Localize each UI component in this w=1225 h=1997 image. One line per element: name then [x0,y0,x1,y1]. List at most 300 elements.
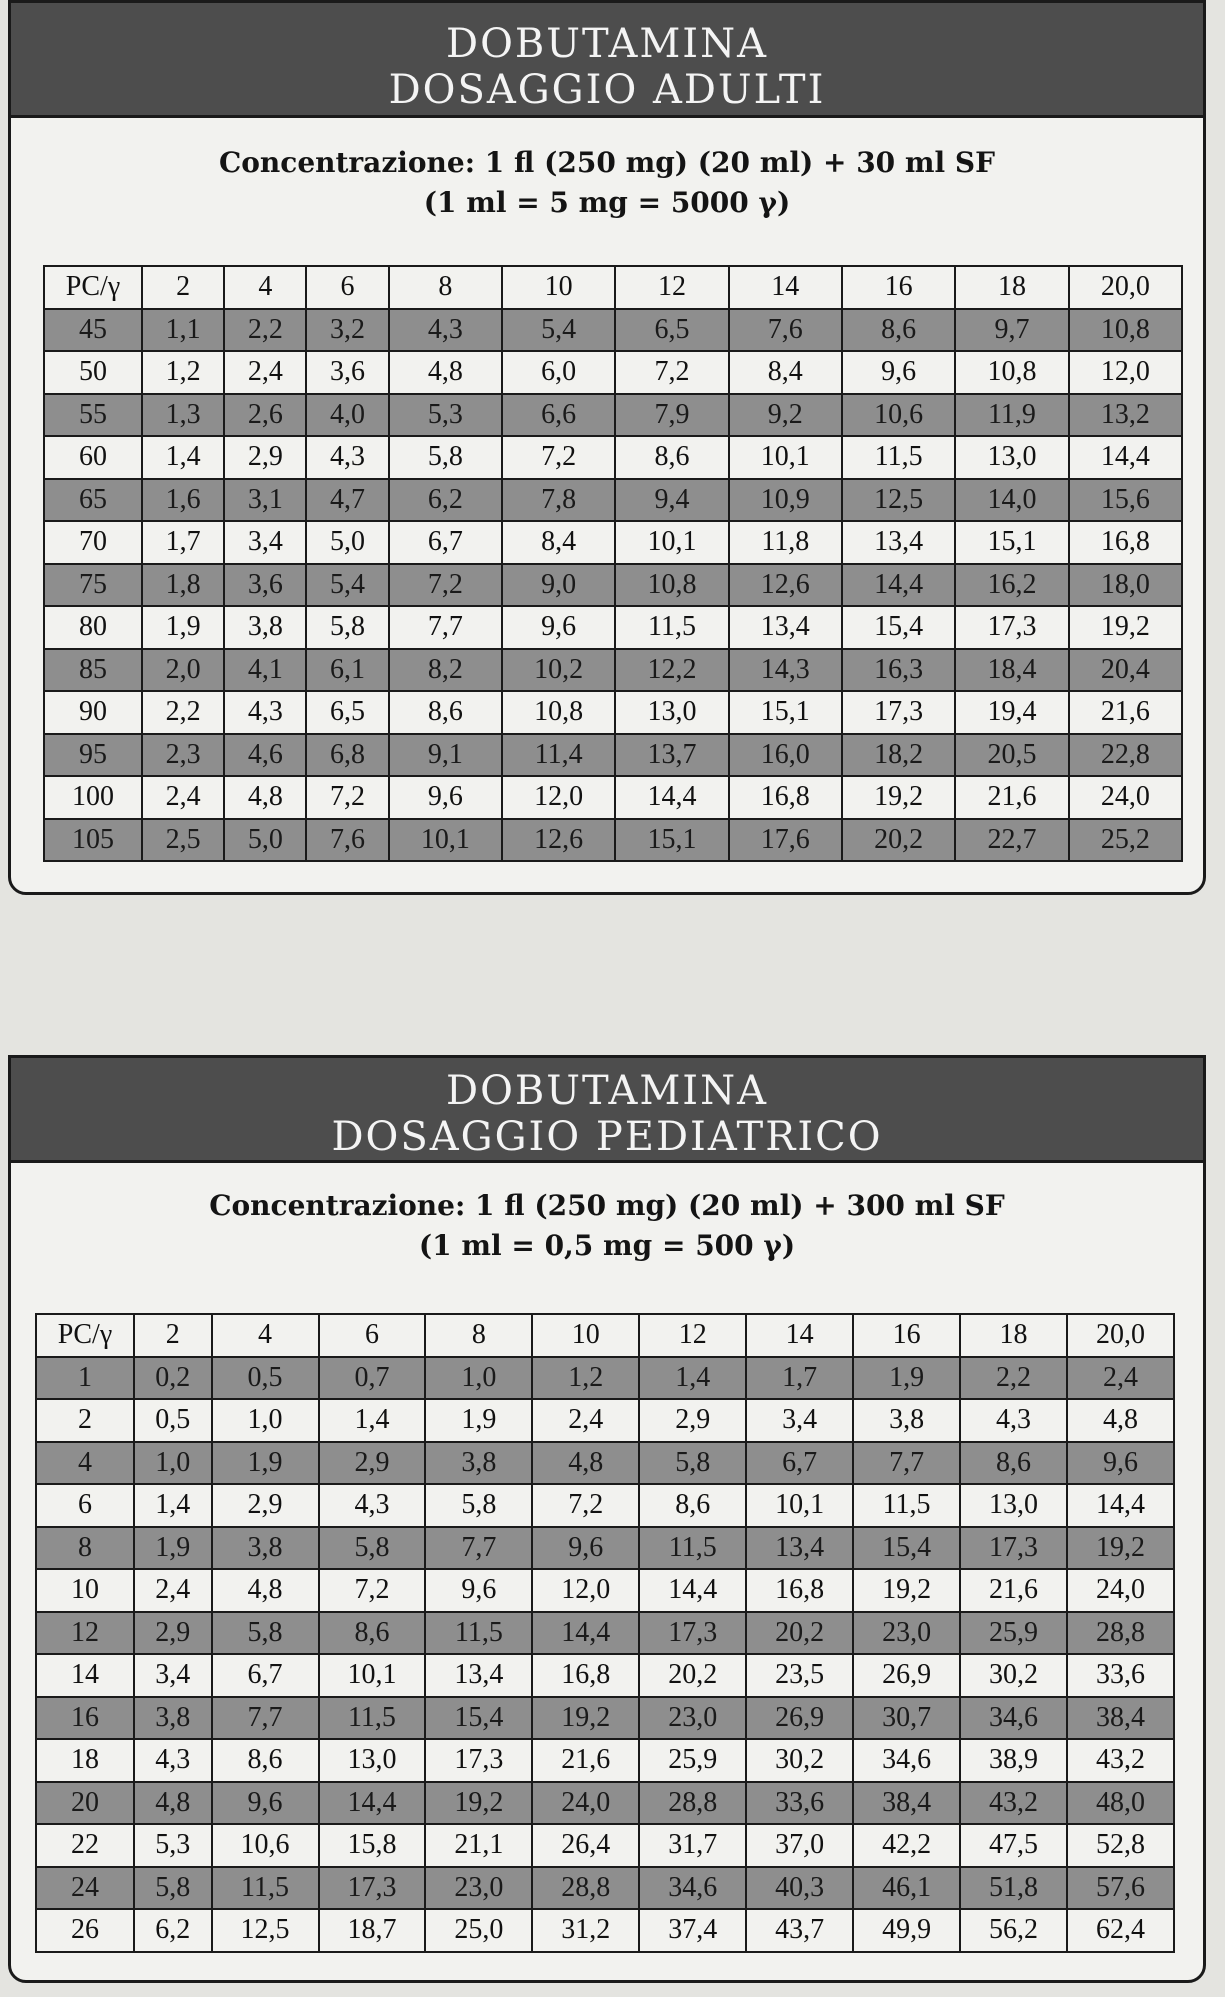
rate-cell: 11,5 [853,1484,960,1527]
rate-cell: 15,4 [425,1697,532,1740]
rate-cell: 12,5 [842,479,955,522]
rate-cell: 26,9 [853,1654,960,1697]
rate-cell: 7,6 [729,309,842,352]
rate-cell: 14,4 [1067,1484,1174,1527]
weight-cell: 24 [36,1867,134,1910]
rate-cell: 5,8 [306,606,388,649]
rate-cell: 2,5 [142,819,224,862]
table-header-row [36,1314,1174,1357]
rate-cell: 12,6 [502,819,615,862]
rate-cell: 10,1 [615,521,728,564]
rate-cell: 20,2 [842,819,955,862]
rate-cell: 4,8 [1067,1399,1174,1442]
header-cell-dose: 10 [532,1314,639,1357]
rate-cell: 25,9 [960,1612,1067,1655]
rate-cell: 1,0 [425,1357,532,1400]
rate-cell: 6,5 [306,691,388,734]
rate-cell: 46,1 [853,1867,960,1910]
rate-cell: 19,2 [1069,606,1182,649]
rate-cell: 30,2 [960,1654,1067,1697]
rate-cell: 23,0 [425,1867,532,1910]
header-cell-dose: 12 [639,1314,746,1357]
rate-cell: 13,4 [746,1527,853,1570]
rate-cell: 1,0 [212,1399,319,1442]
rate-cell: 3,1 [224,479,306,522]
rate-cell: 3,8 [853,1399,960,1442]
rate-cell: 14,4 [615,776,728,819]
rate-cell: 15,1 [615,819,728,862]
header-cell-dose: 4 [212,1314,319,1357]
table-row [44,309,1182,352]
rate-cell: 13,4 [842,521,955,564]
rate-cell: 2,9 [224,436,306,479]
rate-cell: 2,9 [212,1484,319,1527]
table-row [44,521,1182,564]
rate-cell: 16,0 [729,734,842,777]
weight-cell: 18 [36,1739,134,1782]
rate-cell: 11,4 [502,734,615,777]
rate-cell: 51,8 [960,1867,1067,1910]
table-row [36,1484,1174,1527]
rate-cell: 10,1 [389,819,502,862]
rate-cell: 12,0 [1069,351,1182,394]
rate-cell: 19,2 [842,776,955,819]
rate-cell: 10,9 [729,479,842,522]
rate-cell: 9,2 [729,394,842,437]
adult-title-banner [8,0,1206,118]
rate-cell: 21,6 [532,1739,639,1782]
rate-cell: 3,2 [306,309,388,352]
rate-cell: 7,7 [389,606,502,649]
rate-cell: 2,9 [639,1399,746,1442]
rate-cell: 25,2 [1069,819,1182,862]
rate-cell: 1,9 [142,606,224,649]
weight-cell: 95 [44,734,142,777]
rate-cell: 9,6 [502,606,615,649]
rate-cell: 11,5 [212,1867,319,1910]
rate-cell: 6,7 [746,1442,853,1485]
adult-concentration [11,143,1203,223]
rate-cell: 4,3 [134,1739,212,1782]
weight-cell: 16 [36,1697,134,1740]
header-cell-dose: 14 [729,266,842,309]
rate-cell: 56,2 [960,1909,1067,1952]
rate-cell: 18,4 [955,649,1068,692]
rate-cell: 0,5 [212,1357,319,1400]
rate-cell: 48,0 [1067,1782,1174,1825]
rate-cell: 14,3 [729,649,842,692]
rate-cell: 7,2 [306,776,388,819]
pediatric-dosage-table [35,1313,1175,1953]
rate-cell: 11,5 [842,436,955,479]
rate-cell: 13,2 [1069,394,1182,437]
table-row [44,606,1182,649]
rate-cell: 13,7 [615,734,728,777]
rate-cell: 8,6 [615,436,728,479]
rate-cell: 16,8 [729,776,842,819]
rate-cell: 26,4 [532,1824,639,1867]
rate-cell: 9,6 [389,776,502,819]
header-cell-dose: 18 [955,266,1068,309]
rate-cell: 6,0 [502,351,615,394]
rate-cell: 8,2 [389,649,502,692]
header-cell-dose: 18 [960,1314,1067,1357]
rate-cell: 1,0 [134,1442,212,1485]
pediatric-title-dosage: DOSAGGIO PEDIATRICO [331,1114,883,1160]
table-row [44,479,1182,522]
weight-cell: 22 [36,1824,134,1867]
rate-cell: 30,7 [853,1697,960,1740]
rate-cell: 34,6 [853,1739,960,1782]
rate-cell: 4,8 [389,351,502,394]
table-row [36,1527,1174,1570]
header-cell-dose: 20,0 [1067,1314,1174,1357]
rate-cell: 8,6 [639,1484,746,1527]
rate-cell: 5,8 [639,1442,746,1485]
rate-cell: 34,6 [639,1867,746,1910]
rate-cell: 10,8 [615,564,728,607]
weight-cell: 14 [36,1654,134,1697]
rate-cell: 33,6 [1067,1654,1174,1697]
weight-cell: 90 [44,691,142,734]
header-cell-dose: 20,0 [1069,266,1182,309]
rate-cell: 17,3 [842,691,955,734]
rate-cell: 24,0 [532,1782,639,1825]
rate-cell: 6,2 [389,479,502,522]
rate-cell: 16,8 [1069,521,1182,564]
rate-cell: 1,7 [142,521,224,564]
rate-cell: 2,9 [319,1442,426,1485]
weight-cell: 6 [36,1484,134,1527]
rate-cell: 25,9 [639,1739,746,1782]
weight-cell: 60 [44,436,142,479]
rate-cell: 11,5 [615,606,728,649]
rate-cell: 11,5 [425,1612,532,1655]
rate-cell: 30,2 [746,1739,853,1782]
header-cell-weight: PC/γ [44,266,142,309]
rate-cell: 7,7 [853,1442,960,1485]
table-row [36,1824,1174,1867]
rate-cell: 6,2 [134,1909,212,1952]
weight-cell: 55 [44,394,142,437]
table-row [36,1782,1174,1825]
rate-cell: 17,3 [319,1867,426,1910]
rate-cell: 7,9 [615,394,728,437]
adult-dosage-table [43,265,1183,862]
table-row [44,734,1182,777]
rate-cell: 3,8 [425,1442,532,1485]
rate-cell: 25,0 [425,1909,532,1952]
rate-cell: 4,3 [389,309,502,352]
weight-cell: 12 [36,1612,134,1655]
rate-cell: 19,2 [853,1569,960,1612]
rate-cell: 14,4 [532,1612,639,1655]
rate-cell: 7,8 [502,479,615,522]
rate-cell: 47,5 [960,1824,1067,1867]
adult-concentration-line2: (1 ml = 5 mg = 5000 γ) [423,186,791,219]
rate-cell: 3,8 [134,1697,212,1740]
rate-cell: 20,2 [746,1612,853,1655]
rate-cell: 17,3 [639,1612,746,1655]
rate-cell: 1,4 [319,1399,426,1442]
rate-cell: 16,3 [842,649,955,692]
rate-cell: 17,3 [955,606,1068,649]
rate-cell: 49,9 [853,1909,960,1952]
rate-cell: 17,3 [960,1527,1067,1570]
rate-cell: 2,3 [142,734,224,777]
rate-cell: 21,1 [425,1824,532,1867]
rate-cell: 15,4 [853,1527,960,1570]
rate-cell: 7,7 [212,1697,319,1740]
rate-cell: 10,1 [729,436,842,479]
rate-cell: 40,3 [746,1867,853,1910]
rate-cell: 8,4 [729,351,842,394]
adult-concentration-line1: Concentrazione: 1 fl (250 mg) (20 ml) + 30 ml SF [218,146,996,179]
rate-cell: 3,8 [212,1527,319,1570]
rate-cell: 2,9 [134,1612,212,1655]
rate-cell: 15,8 [319,1824,426,1867]
rate-cell: 3,6 [306,351,388,394]
header-cell-dose: 8 [389,266,502,309]
rate-cell: 14,4 [319,1782,426,1825]
rate-cell: 57,6 [1067,1867,1174,1910]
rate-cell: 3,4 [134,1654,212,1697]
table-row [44,564,1182,607]
rate-cell: 11,9 [955,394,1068,437]
rate-cell: 1,9 [425,1399,532,1442]
rate-cell: 4,6 [224,734,306,777]
rate-cell: 0,5 [134,1399,212,1442]
rate-cell: 18,2 [842,734,955,777]
table-row [44,436,1182,479]
rate-cell: 9,4 [615,479,728,522]
rate-cell: 2,0 [142,649,224,692]
rate-cell: 20,5 [955,734,1068,777]
rate-cell: 6,1 [306,649,388,692]
rate-cell: 38,4 [1067,1697,1174,1740]
rate-cell: 2,2 [142,691,224,734]
weight-cell: 20 [36,1782,134,1825]
rate-cell: 28,8 [532,1867,639,1910]
rate-cell: 37,0 [746,1824,853,1867]
rate-cell: 8,6 [212,1739,319,1782]
rate-cell: 5,8 [212,1612,319,1655]
table-row [36,1357,1174,1400]
weight-cell: 8 [36,1527,134,1570]
header-cell-dose: 16 [842,266,955,309]
rate-cell: 13,4 [425,1654,532,1697]
rate-cell: 1,9 [212,1442,319,1485]
rate-cell: 0,2 [134,1357,212,1400]
rate-cell: 6,8 [306,734,388,777]
rate-cell: 8,6 [389,691,502,734]
header-cell-weight: PC/γ [36,1314,134,1357]
header-cell-dose: 8 [425,1314,532,1357]
rate-cell: 43,2 [960,1782,1067,1825]
rate-cell: 10,1 [746,1484,853,1527]
rate-cell: 16,2 [955,564,1068,607]
pediatric-concentration-line2: (1 ml = 0,5 mg = 500 γ) [418,1229,796,1262]
rate-cell: 21,6 [1069,691,1182,734]
pediatric-title-banner [8,1055,1206,1163]
weight-cell: 45 [44,309,142,352]
rate-cell: 12,5 [212,1909,319,1952]
rate-cell: 1,6 [142,479,224,522]
rate-cell: 5,0 [306,521,388,564]
rate-cell: 6,6 [502,394,615,437]
weight-cell: 65 [44,479,142,522]
rate-cell: 9,6 [212,1782,319,1825]
rate-cell: 9,1 [389,734,502,777]
rate-cell: 5,3 [389,394,502,437]
rate-cell: 23,0 [853,1612,960,1655]
rate-cell: 5,8 [134,1867,212,1910]
table-row [44,649,1182,692]
rate-cell: 22,7 [955,819,1068,862]
rate-cell: 1,8 [142,564,224,607]
rate-cell: 13,0 [319,1739,426,1782]
rate-cell: 5,4 [502,309,615,352]
weight-cell: 4 [36,1442,134,1485]
weight-cell: 85 [44,649,142,692]
rate-cell: 24,0 [1067,1569,1174,1612]
table-row [36,1442,1174,1485]
header-cell-dose: 14 [746,1314,853,1357]
rate-cell: 43,7 [746,1909,853,1952]
rate-cell: 1,4 [134,1484,212,1527]
rate-cell: 19,2 [425,1782,532,1825]
header-cell-dose: 2 [142,266,224,309]
rate-cell: 4,8 [134,1782,212,1825]
rate-cell: 12,0 [502,776,615,819]
rate-cell: 20,2 [639,1654,746,1697]
rate-cell: 31,7 [639,1824,746,1867]
rate-cell: 8,6 [319,1612,426,1655]
rate-cell: 19,4 [955,691,1068,734]
rate-cell: 1,4 [639,1357,746,1400]
rate-cell: 4,1 [224,649,306,692]
table-row [44,394,1182,437]
rate-cell: 17,6 [729,819,842,862]
table-row [36,1739,1174,1782]
pediatric-dosage-card [8,1055,1206,1983]
table-row [36,1909,1174,1952]
rate-cell: 28,8 [639,1782,746,1825]
weight-cell: 75 [44,564,142,607]
weight-cell: 10 [36,1569,134,1612]
rate-cell: 11,5 [639,1527,746,1570]
rate-cell: 1,4 [142,436,224,479]
rate-cell: 31,2 [532,1909,639,1952]
header-cell-dose: 6 [306,266,388,309]
pediatric-concentration [11,1186,1203,1266]
adult-title-dosage: DOSAGGIO ADULTI [388,67,826,113]
rate-cell: 13,0 [960,1484,1067,1527]
rate-cell: 2,4 [1067,1357,1174,1400]
rate-cell: 12,2 [615,649,728,692]
adult-dosage-card [8,0,1206,895]
rate-cell: 21,6 [960,1569,1067,1612]
rate-cell: 7,2 [532,1484,639,1527]
rate-cell: 38,9 [960,1739,1067,1782]
rate-cell: 2,4 [532,1399,639,1442]
rate-cell: 9,7 [955,309,1068,352]
rate-cell: 7,2 [319,1569,426,1612]
rate-cell: 1,2 [142,351,224,394]
rate-cell: 7,6 [306,819,388,862]
rate-cell: 4,0 [306,394,388,437]
header-cell-dose: 10 [502,266,615,309]
rate-cell: 5,8 [425,1484,532,1527]
rate-cell: 5,3 [134,1824,212,1867]
rate-cell: 12,6 [729,564,842,607]
weight-cell: 105 [44,819,142,862]
rate-cell: 4,3 [306,436,388,479]
rate-cell: 19,2 [532,1697,639,1740]
rate-cell: 0,7 [319,1357,426,1400]
rate-cell: 4,8 [224,776,306,819]
rate-cell: 16,8 [746,1569,853,1612]
rate-cell: 16,8 [532,1654,639,1697]
rate-cell: 10,8 [955,351,1068,394]
rate-cell: 5,4 [306,564,388,607]
rate-cell: 21,6 [955,776,1068,819]
rate-cell: 10,8 [1069,309,1182,352]
rate-cell: 43,2 [1067,1739,1174,1782]
rate-cell: 9,0 [502,564,615,607]
rate-cell: 15,1 [955,521,1068,564]
rate-cell: 4,8 [212,1569,319,1612]
table-row [44,776,1182,819]
rate-cell: 4,3 [224,691,306,734]
rate-cell: 10,1 [319,1654,426,1697]
table-row [36,1867,1174,1910]
rate-cell: 37,4 [639,1909,746,1952]
rate-cell: 9,6 [532,1527,639,1570]
rate-cell: 5,8 [319,1527,426,1570]
header-cell-dose: 16 [853,1314,960,1357]
rate-cell: 18,0 [1069,564,1182,607]
pediatric-title-drug: DOBUTAMINA [446,1068,768,1114]
rate-cell: 2,4 [142,776,224,819]
rate-cell: 10,8 [502,691,615,734]
rate-cell: 9,6 [842,351,955,394]
table-row [36,1612,1174,1655]
rate-cell: 3,8 [224,606,306,649]
rate-cell: 7,7 [425,1527,532,1570]
rate-cell: 62,4 [1067,1909,1174,1952]
rate-cell: 34,6 [960,1697,1067,1740]
rate-cell: 15,6 [1069,479,1182,522]
rate-cell: 7,2 [389,564,502,607]
rate-cell: 4,3 [960,1399,1067,1442]
rate-cell: 1,9 [134,1527,212,1570]
rate-cell: 15,4 [842,606,955,649]
rate-cell: 2,2 [960,1357,1067,1400]
rate-cell: 38,4 [853,1782,960,1825]
header-cell-dose: 12 [615,266,728,309]
rate-cell: 22,8 [1069,734,1182,777]
rate-cell: 1,7 [746,1357,853,1400]
rate-cell: 17,3 [425,1739,532,1782]
table-row [36,1654,1174,1697]
rate-cell: 2,6 [224,394,306,437]
rate-cell: 13,0 [615,691,728,734]
pediatric-concentration-line1: Concentrazione: 1 fl (250 mg) (20 ml) + 300 ml SF [209,1189,1005,1222]
rate-cell: 26,9 [746,1697,853,1740]
rate-cell: 42,2 [853,1824,960,1867]
rate-cell: 1,3 [142,394,224,437]
